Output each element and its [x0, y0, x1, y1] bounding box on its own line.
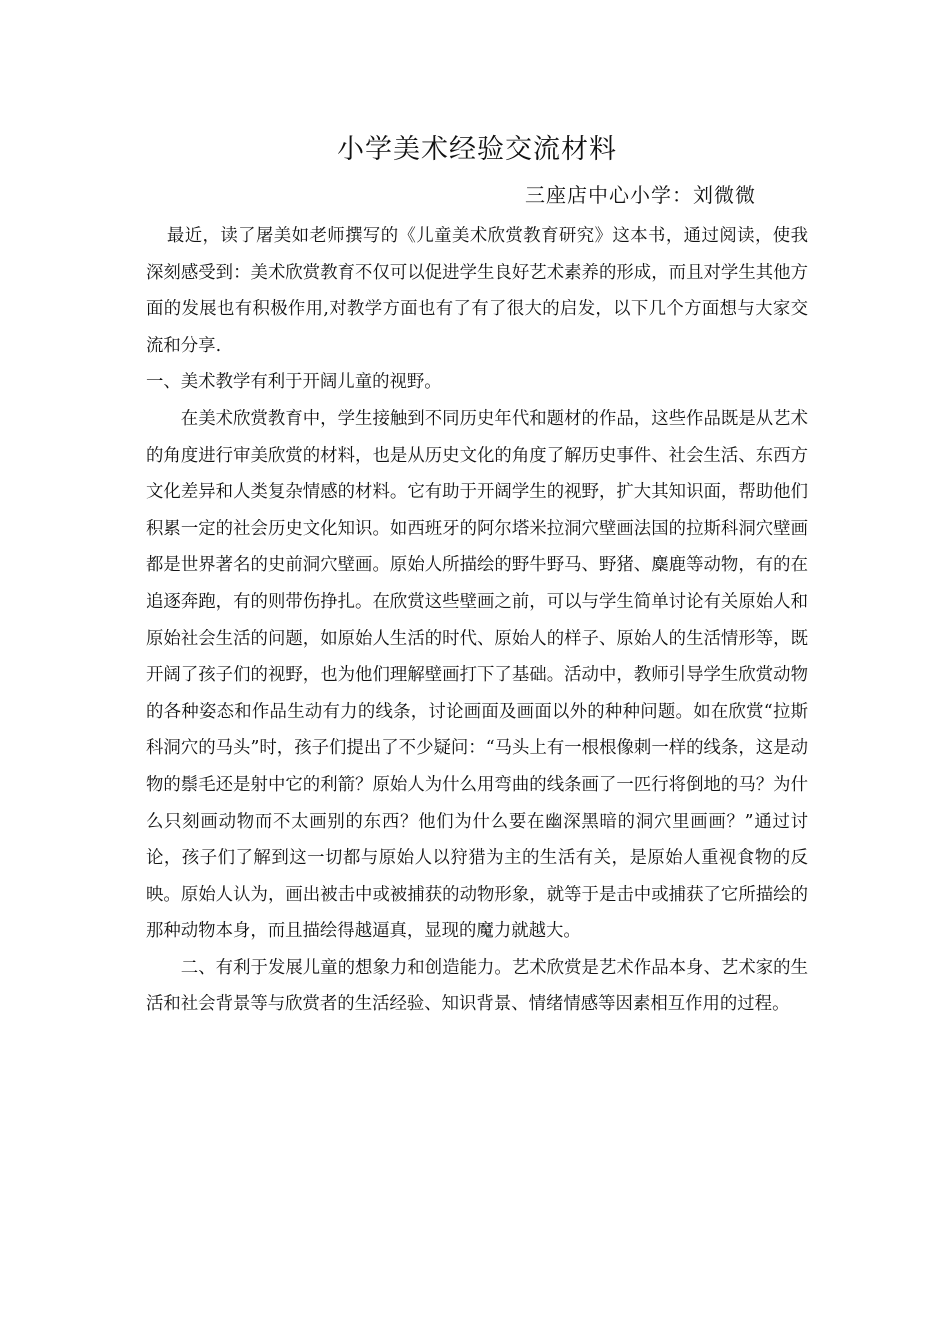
section-heading-1: 一、美术教学有利于开阔儿童的视野。: [146, 372, 442, 393]
paragraph-section-1: 在美术欣赏教育中，学生接触到不同历史年代和题材的作品，这些作品既是从艺术的角度进行审美欣赏的材料，也是从历史文化的角度了解历史事件、社会生活、东西方文化差异和人类复杂情感的材料。它有助于开阔学生的视野，扩大其知识面，帮助他们积累一定的社会历史文化知识。如西班牙的阿尔塔米拉洞穴壁画法国的拉斯科洞穴壁画都是世界著名的史前洞穴壁画。原始人所描绘的野牛野马、野猪、麋鹿等动物，有的在追逐奔跑，有的则带伤挣扎。在欣赏这些壁画之前，可以与学生简单讨论有关原始人和原始社会生活的问题，如原始人生活的时代、原始人的样子、原始人的生活情形等，既开阔了孩子们的视野，也为他们理解壁画打下了基础。活动中，教师引导学生欣赏动物的各种姿态和作品生动有力的线条，讨论画面及画面以外的种种问题。如在欣赏“拉斯科洞穴的马头”时，孩子们提出了不少疑问：“马头上有一根根像刺一样的线条，这是动物的鬃毛还是射中它的利箭？原始人为什么用弯曲的线条画了一匹行将倒地的马？为什么只刻画动物而不太画别的东西？他们为什么要在幽深黑暗的洞穴里画画？”通过讨论，孩子们了解到这一切都与原始人以狩猎为主的生活有关，是原始人重视食物的反映。原始人认为，画出被击中或被捕获的动物形象，就等于是击中或捕获了它所描绘的那种动物本身，而且描绘得越逼真，显现的魔力就越大。: [146, 408, 808, 942]
paragraph-section-2: 二、有利于发展儿童的想象力和创造能力。艺术欣赏是艺术作品本身、艺术家的生活和社会背景等与欣赏者的生活经验、知识背景、情绪情感等因素相互作用的过程。: [146, 957, 808, 1015]
author-line: 三座店中心小学：刘微微: [525, 183, 756, 207]
paragraph-intro: 最近，读了屠美如老师撰写的《儿童美术欣赏教育研究》这本书，通过阅读，使我深刻感受到：美术欣赏教育不仅可以促进学生良好艺术素养的形成，而且对学生其他方面的发展也有积极作用,对教学方面也有了有了很大的启发，以下几个方面想与大家交流和分享.: [146, 226, 808, 356]
document-body: [146, 130, 808, 1023]
page-title: 小学美术经验交流材料: [337, 134, 617, 165]
